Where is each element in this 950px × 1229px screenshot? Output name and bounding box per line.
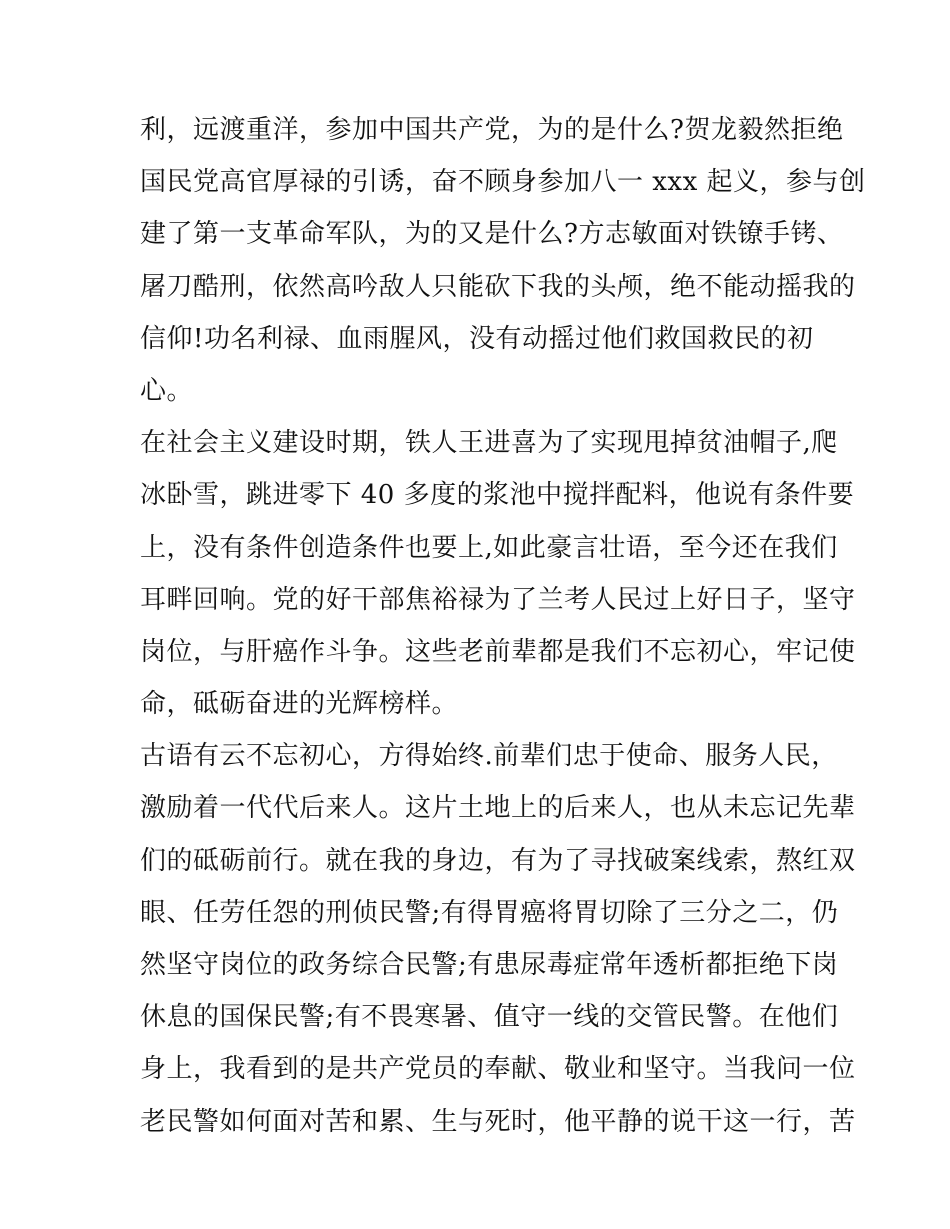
text-line: 耳畔回响。党的好干部焦裕禄为了兰考人民过上好日子，坚守 [140, 584, 856, 615]
text-line: 冰卧雪，跳进零下 40 多度的浆池中搅拌配料，他说有条件要 [140, 480, 855, 511]
text-line: 们的砥砺前行。就在我的身边，有为了寻找破案线索，熬红双 [140, 845, 856, 876]
text-line: 然坚守岗位的政务综合民警;有患尿毒症常年透析都拒绝下岗 [140, 950, 839, 980]
text-line: 命，砥砺奋进的光辉榜样。 [140, 689, 459, 720]
body-text [140, 104, 866, 1148]
text-line: 上，没有条件创造条件也要上,如此豪言壮语，至今还在我们 [140, 532, 838, 563]
text-line: 信仰!功名利禄、血雨腥风，没有动摇过他们救国救民的初 [140, 323, 814, 354]
text-line: 屠刀酷刑，依然高吟敌人只能砍下我的头颅，绝不能动摇我的 [140, 271, 856, 302]
text-line: 在社会主义建设时期，铁人王进喜为了实现甩掉贫油帽子,爬 [140, 428, 838, 459]
text-line: 岗位，与肝癌作斗争。这些老前辈都是我们不忘初心，牢记使 [140, 636, 856, 667]
text-line: 休息的国保民警;有不畏寒暑、值守一线的交管民警。在他们 [140, 1002, 839, 1033]
text-line: 心。 [140, 375, 194, 406]
text-line: 身上，我看到的是共产党员的奉献、敬业和坚守。当我问一位 [140, 1054, 856, 1085]
text-line: 古语有云不忘初心，方得始终.前辈们忠于使命、服务人民， [140, 741, 838, 772]
text-line: 利，远渡重洋，参加中国共产党，为的是什么?贺龙毅然拒绝 [140, 115, 844, 145]
text-line: 国民党高官厚禄的引诱，奋不顾身参加八一 xxx 起义，参与创 [140, 167, 866, 198]
text-line: 激励着一代代后来人。这片土地上的后来人，也从未忘记先辈 [140, 793, 856, 824]
text-line: 建了第一支革命军队，为的又是什么?方志敏面对铁镣手铐、 [140, 219, 844, 250]
text-line: 老民警如何面对苦和累、生与死时，他平静的说干这一行，苦 [140, 1106, 856, 1137]
text-line: 眼、任劳任怨的刑侦民警;有得胃癌将胃切除了三分之二，仍 [140, 897, 839, 928]
